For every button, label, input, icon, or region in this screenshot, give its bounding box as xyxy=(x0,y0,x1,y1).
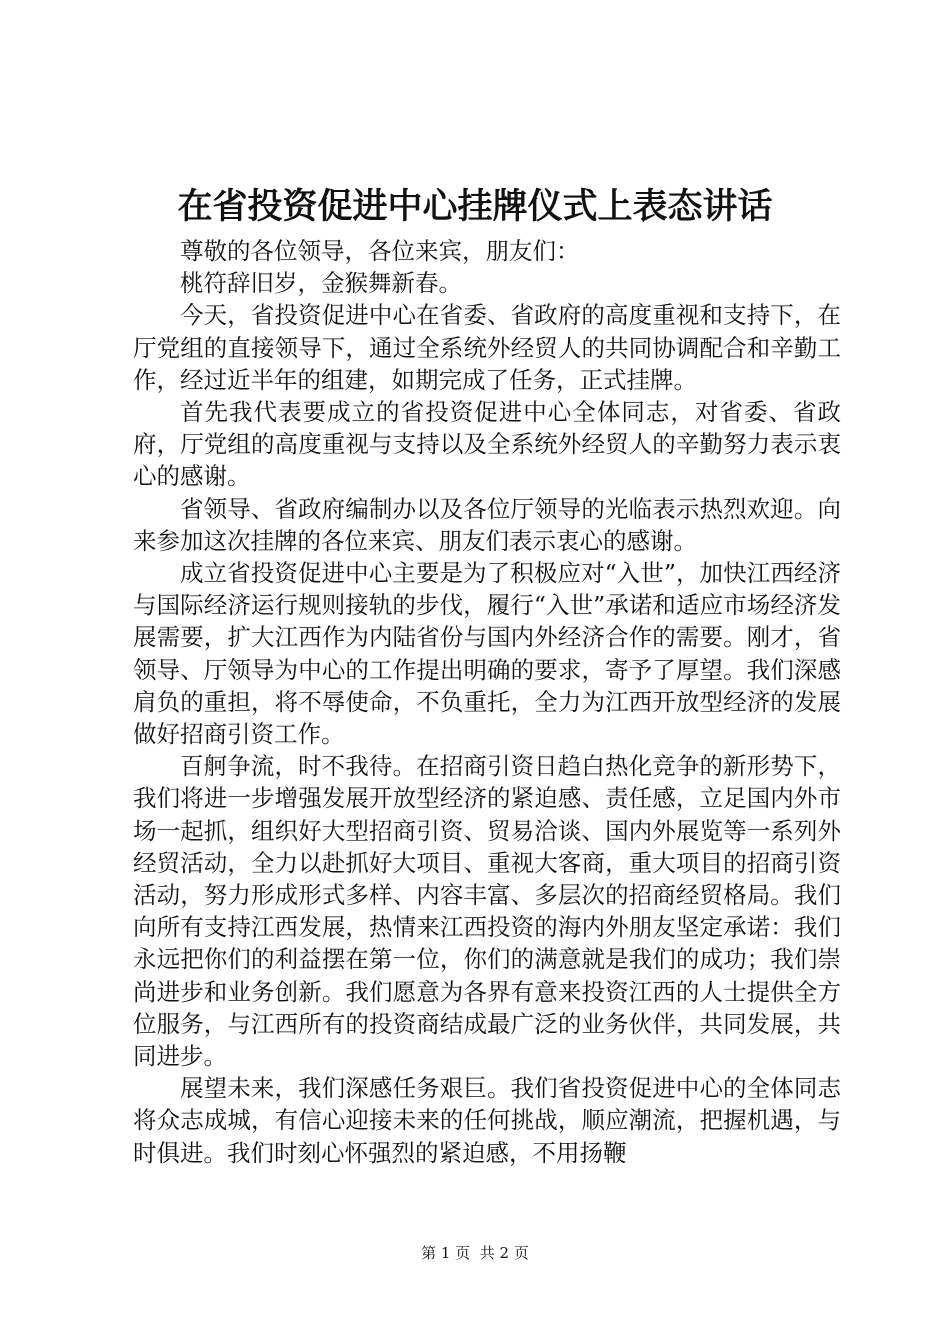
paragraph-welcome: 省领导、省政府编制办以及各位厅领导的光临表示热烈欢迎。向来参加这次挂牌的各位来宾、朋友们表示衷心的感谢。 xyxy=(133,494,841,555)
paragraph-purpose: 成立省投资促进中心主要是为了积极应对“入世”，加快江西经济与国际经济运行规则接轨的步伐，履行“入世”承诺和适应市场经济发展需要，扩大江西作为内陆省份与国内外经济合作的需要。刚才，省领导、厅领导为中心的工作提出明确的要求，寄予了厚望。我们深感肩负的重担，将不辱使命，不负重托，全力为江西开放型经济的发展做好招商引资工作。 xyxy=(133,559,841,749)
paragraph-greeting: 桃符辞旧岁，金猴舞新春。 xyxy=(180,269,462,298)
document-title: 在省投资促进中心挂牌仪式上表态讲话 xyxy=(177,187,773,227)
document-body xyxy=(133,235,841,1169)
paragraph-opening: 今天，省投资促进中心在省委、省政府的高度重视和支持下，在厅党组的直接领导下，通过全系统外经贸人的共同协调配合和辛勤工作，经过近半年的组建，如期完成了任务，正式挂牌。 xyxy=(133,301,841,394)
paragraph-salutation: 尊敬的各位领导，各位来宾，朋友们： xyxy=(180,237,580,265)
paragraph-outlook: 展望未来，我们深感任务艰巨。我们省投资促进中心的全体同志将众志成城，有信心迎接未来的任何挑战，顺应潮流，把握机遇，与时俱进。我们时刻心怀强烈的紧迫感，不用扬鞭 xyxy=(133,1074,841,1167)
page-number-footer: 第 1 页 共 2 页 xyxy=(421,1244,529,1262)
paragraph-commitment: 百舸争流，时不我待。在招商引资日趋白热化竞争的新形势下，我们将进一步增强发展开放型经济的紧迫感、责任感，立足国内外市场一起抓，组织好大型招商引资、贸易洽谈、国内外展览等一系列外经贸活动，全力以赴抓好大项目、重视大客商，重大项目的招商引资活动，努力形成形式多样、内容丰富、多层次的招商经贸格局。我们向所有支持江西发展，热情来江西投资的海内外朋友坚定承诺：我们永远把你们的利益摆在第一位，你们的满意就是我们的成功；我们崇尚进步和业务创新。我们愿意为各界有意来投资江西的人士提供全方位服务，与江西所有的投资商结成最广泛的业务伙伴，共同发展，共同进步。 xyxy=(133,752,841,1071)
paragraph-thanks: 首先我代表要成立的省投资促进中心全体同志，对省委、省政府，厅党组的高度重视与支持以及全系统外经贸人的辛勤努力表示衷心的感谢。 xyxy=(133,398,841,491)
